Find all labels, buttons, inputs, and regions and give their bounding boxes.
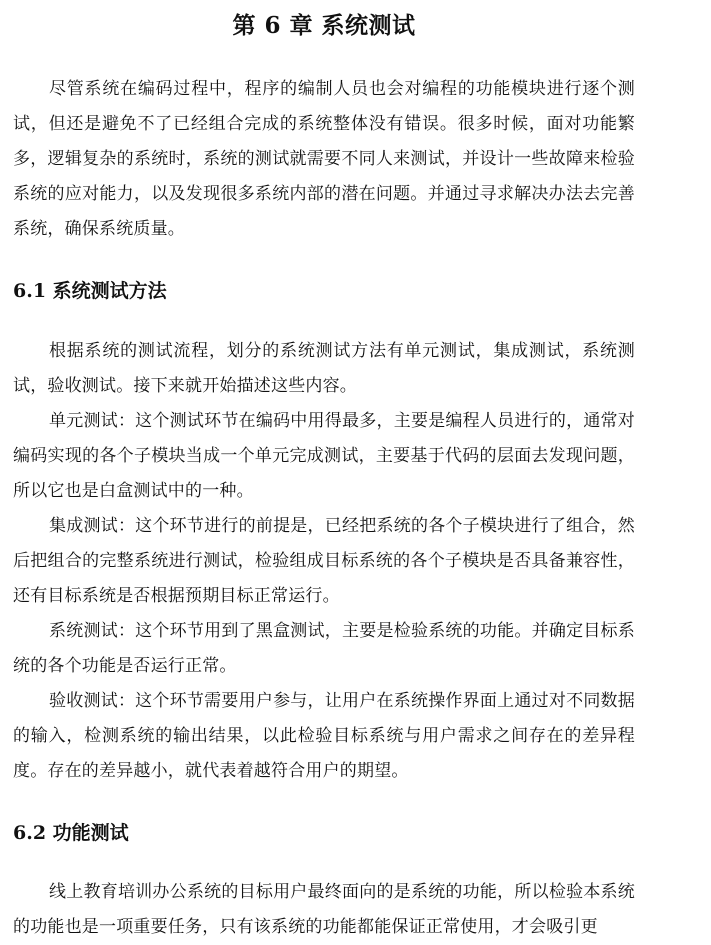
section-6-2-title: 6.2 功能测试 (13, 822, 129, 844)
chapter-title: 第 6 章 系统测试 (232, 12, 416, 39)
section-6-1-paragraph-unit-test: 单元测试：这个测试环节在编码中用得最多，主要是编程人员进行的，通常对编码实现的各个子模块当成一个单元完成测试，主要基于代码的层面去发现问题，所以它也是白盒测试中的一种。 (13, 411, 635, 501)
section-6-1-paragraph-overview: 根据系统的测试流程，划分的系统测试方法有单元测试，集成测试，系统测试，验收测试。接下来就开始描述这些内容。 (13, 341, 635, 396)
section-6-2-paragraph-functional: 线上教育培训办公系统的目标用户最终面向的是系统的功能，所以检验本系统的功能也是一项重要任务，只有该系统的功能都能保证正常使用，才会吸引更 (13, 882, 635, 937)
section-6-1-paragraph-acceptance-test: 验收测试：这个环节需要用户参与，让用户在系统操作界面上通过对不同数据的输入，检测系统的输出结果，以此检验目标系统与用户需求之间存在的差异程度。存在的差异越小，就代表着越符合用户的期望。 (13, 691, 635, 781)
section-6-1-title: 6.1 系统测试方法 (13, 280, 167, 302)
intro-paragraph: 尽管系统在编码过程中，程序的编制人员也会对编程的功能模块进行逐个测试，但还是避免不了已经组合完成的系统整体没有错误。很多时候，面对功能繁多，逻辑复杂的系统时，系统的测试就需要不同人来测试，并设计一些故障来检验系统的应对能力，以及发现很多系统内部的潜在问题。并通过寻求解决办法去完善系统，确保系统质量。 (13, 79, 635, 239)
section-6-1-paragraph-integration-test: 集成测试：这个环节进行的前提是，已经把系统的各个子模块进行了组合，然后把组合的完整系统进行测试，检验组成目标系统的各个子模块是否具备兼容性，还有目标系统是否根据预期目标正常运行。 (13, 516, 635, 606)
section-6-1-paragraph-system-test: 系统测试：这个环节用到了黑盒测试，主要是检验系统的功能。并确定目标系统的各个功能是否运行正常。 (13, 621, 635, 676)
